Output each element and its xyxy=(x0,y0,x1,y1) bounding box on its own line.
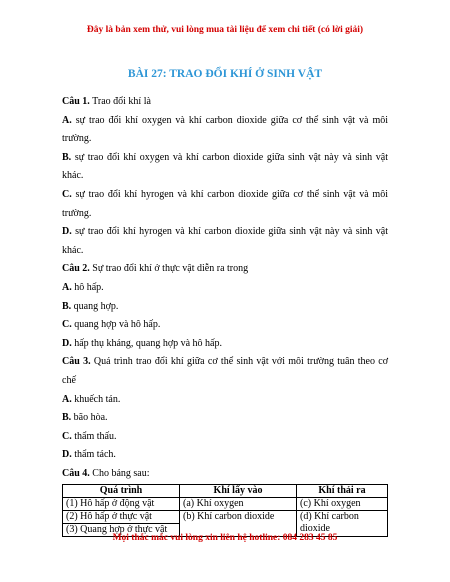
document-body xyxy=(62,93,388,537)
option-2d: D. hấp thụ kháng, quang hợp và hô hấp. xyxy=(62,337,222,349)
question-4: Câu 4. Cho bảng sau: xyxy=(62,467,150,479)
gas-exchange-table xyxy=(62,484,388,537)
lesson-title: BÀI 27: TRAO ĐỔI KHÍ Ở SINH VẬT xyxy=(127,68,323,80)
table-cell: (a) Khí oxygen xyxy=(180,498,297,511)
option-1c: C. sự trao đổi khí hyrogen và khí carbon dioxide giữa cơ thể sinh vật và môi trường. xyxy=(62,188,388,219)
option-3c: C. thẩm thấu. xyxy=(62,430,117,442)
table-cell: (c) Khí oxygen xyxy=(297,498,388,511)
table-cell: (2) Hô hấp ở thực vật xyxy=(63,511,180,524)
table-cell: (b) Khí carbon dioxide xyxy=(180,511,297,537)
hotline-banner: Mọi thắc mắc vui lòng xin liên hệ hotline: 084 283 45 85 xyxy=(112,533,338,543)
option-3a: A. khuếch tán. xyxy=(62,393,121,405)
table-header-row xyxy=(63,485,388,498)
table-header-cell: Quá trình xyxy=(63,485,180,498)
preview-banner: Đây là bản xem thử, vui lòng mua tài liệu để xem chi tiết (có lời giải) xyxy=(86,25,364,35)
table-cell: (d) Khí carbon dioxide xyxy=(297,511,388,537)
table-header-cell: Khí thải ra xyxy=(297,485,388,498)
option-1b: B. sự trao đổi khí oxygen và khí carbon dioxide giữa sinh vật này và sinh vật khác. xyxy=(62,151,388,182)
table-cell: (1) Hô hấp ở động vật xyxy=(63,498,180,511)
table-row xyxy=(63,511,388,524)
option-2a: A. hô hấp. xyxy=(62,281,104,293)
question-2: Câu 2. Sự trao đổi khí ở thực vật diễn ra trong xyxy=(62,263,249,275)
table-row xyxy=(63,498,388,511)
option-3d: D. thẩm tách. xyxy=(62,449,116,461)
option-2b: B. quang hợp. xyxy=(62,300,119,312)
option-1a: A. sự trao đổi khí oxygen và khí carbon dioxide giữa cơ thể sinh vật và môi trường. xyxy=(62,114,388,145)
table-cell: (3) Quang hợp ở thực vật xyxy=(63,524,180,537)
question-1: Câu 1. Trao đổi khí là xyxy=(62,96,151,107)
table-header-cell: Khí lấy vào xyxy=(180,485,297,498)
option-2c: C. quang hợp và hô hấp. xyxy=(62,319,161,331)
option-3b: B. bão hòa. xyxy=(62,412,108,424)
question-3: Câu 3. Quá trình trao đổi khí giữa cơ thể sinh vật với môi trường tuân theo cơ chế xyxy=(62,356,388,386)
option-1d: D. sự trao đổi khí hyrogen và khí carbon dioxide giữa sinh vật này và sinh vật khác. xyxy=(62,226,388,256)
